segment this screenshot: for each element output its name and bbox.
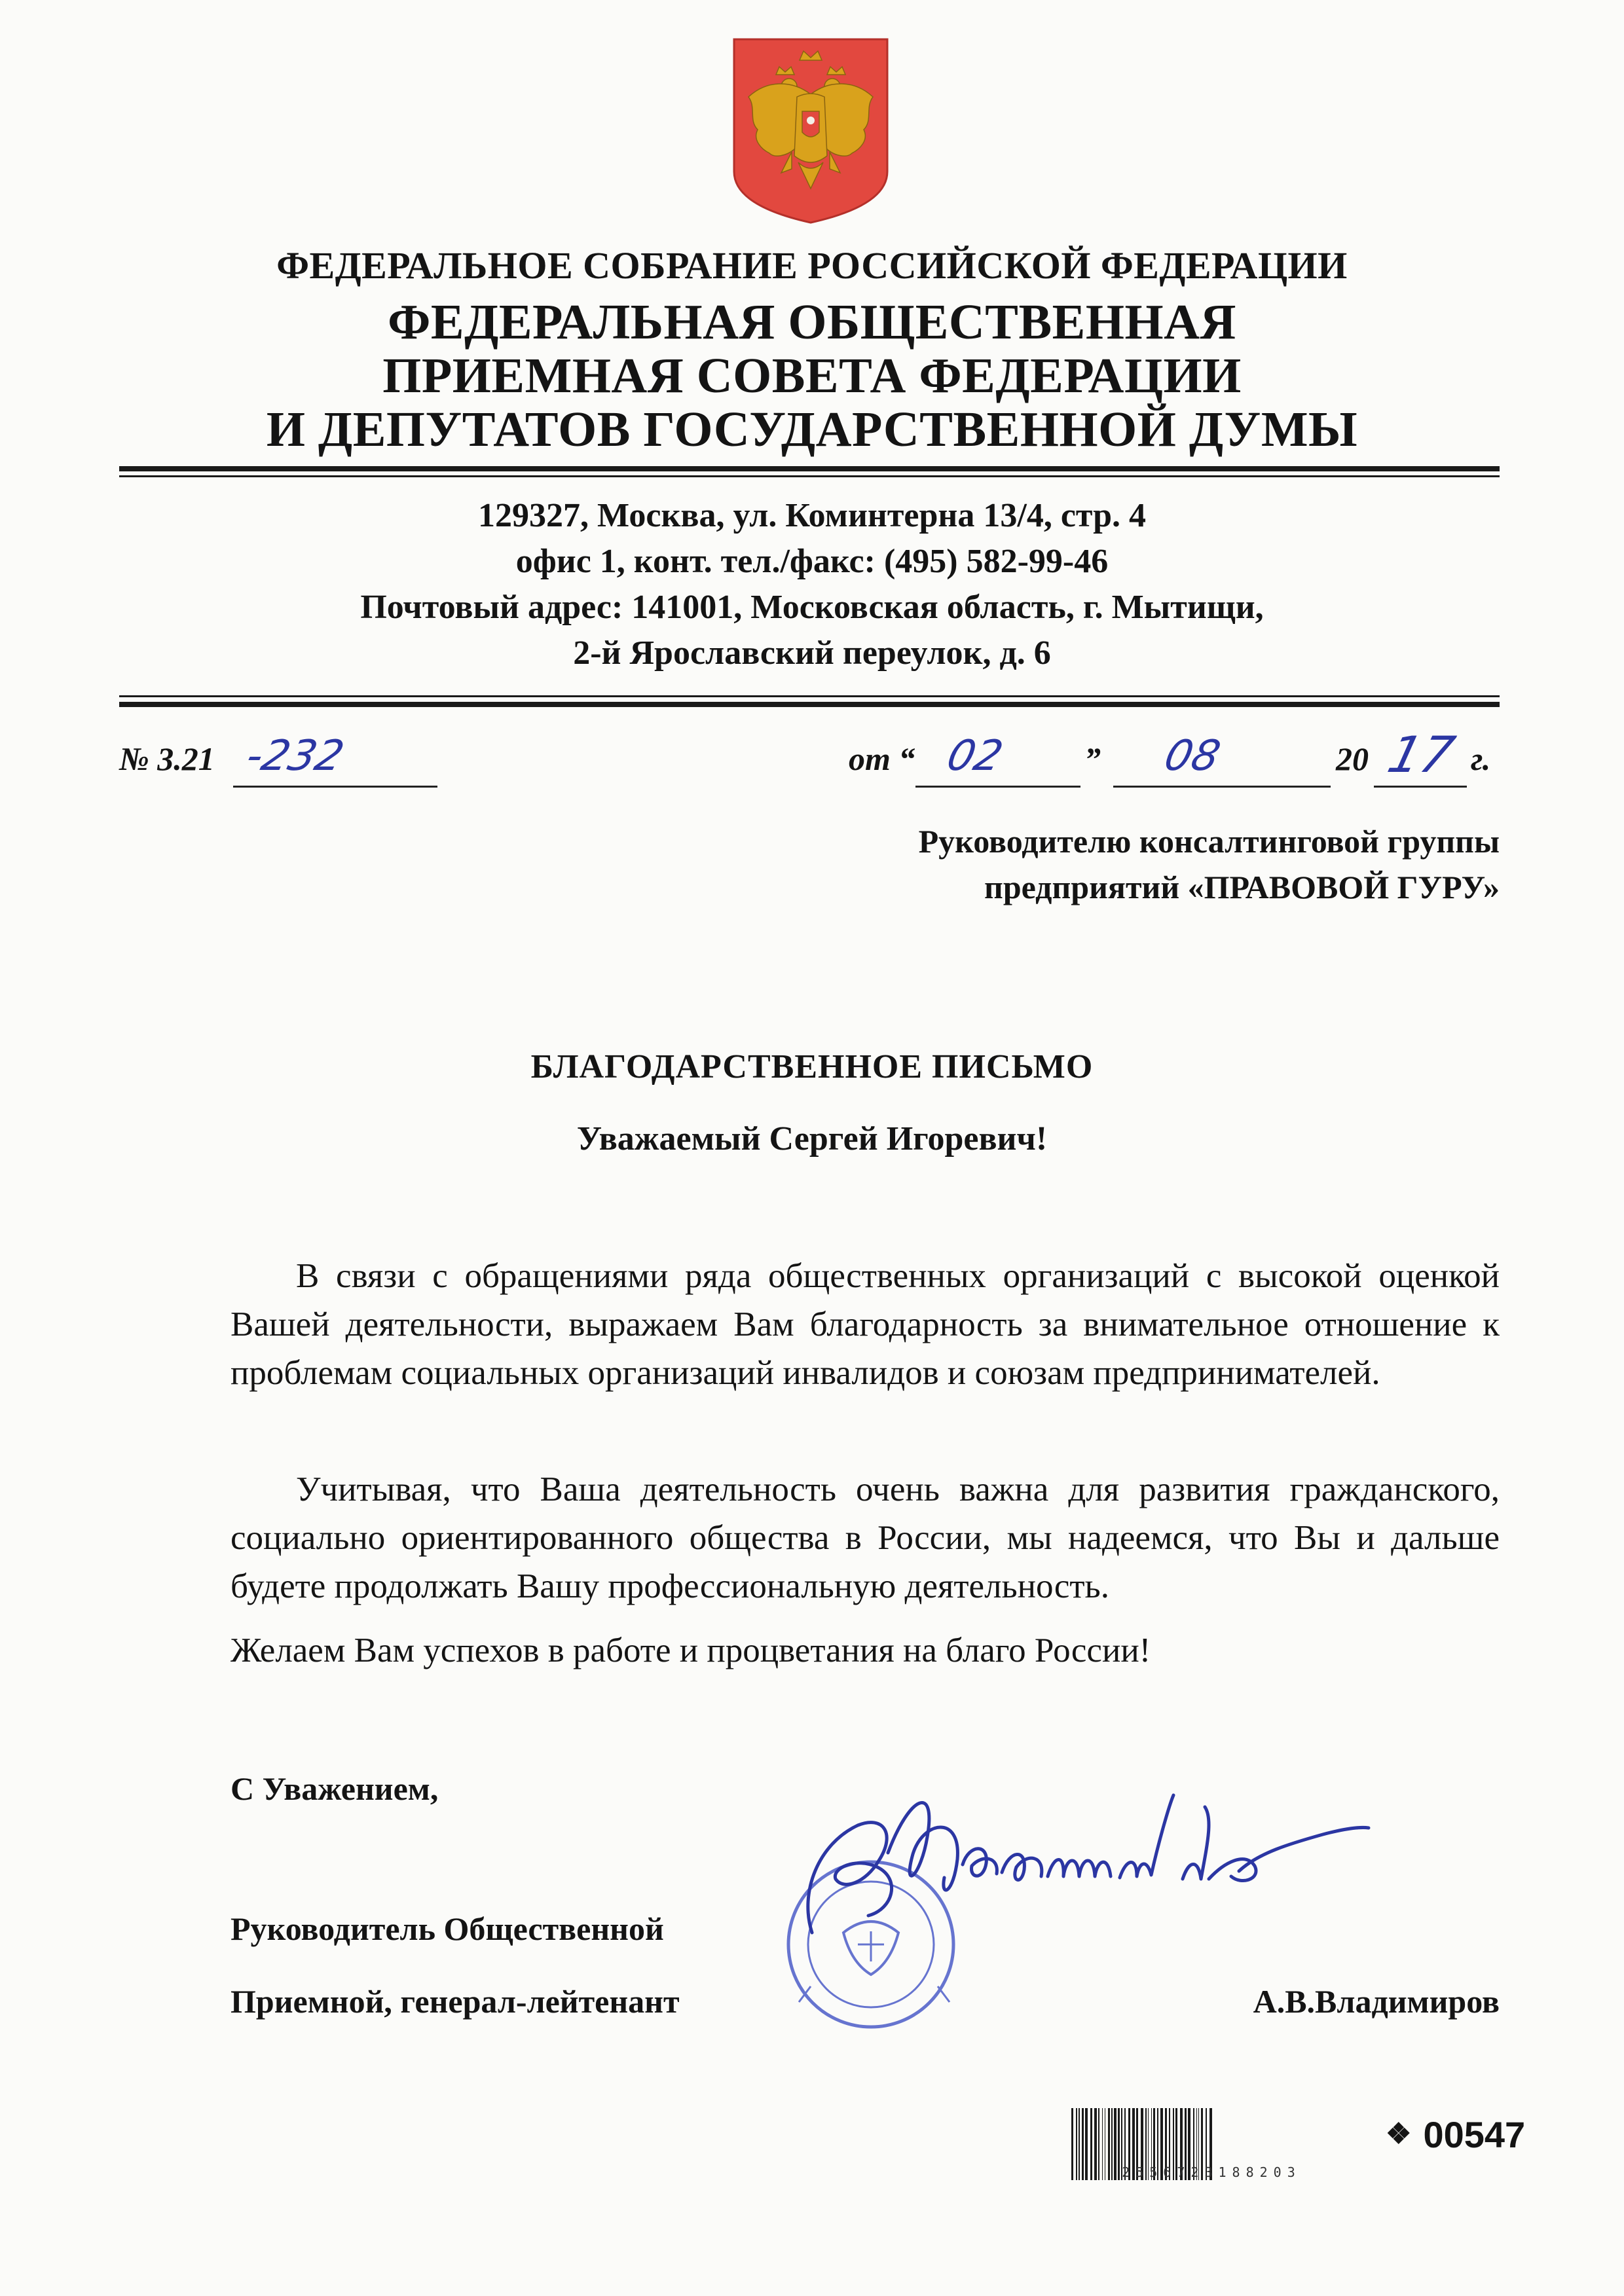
paragraph-2-text: Учитывая, что Ваша деятельность очень важна для развития гражданского, социально ориентированного общества в России, мы надеемся, что Вы и дальше будете продолжать Вашу профессиональную деятельность. (231, 1470, 1500, 1605)
date-prefix: от “ (849, 740, 915, 777)
header-divider (119, 466, 1500, 471)
organization-name-line-2: ПРИЕМНАЯ СОВЕТА ФЕДЕРАЦИИ (382, 348, 1242, 403)
diamond-ornament-icon: ❖ (1386, 2118, 1412, 2150)
date-quote-close: ” (1084, 740, 1101, 777)
header-divider-thin (119, 475, 1500, 477)
date-year-prefix: 20 (1336, 740, 1369, 777)
reference-number-handwritten: -232 (241, 732, 349, 780)
recipient-line-2: предприятий «ПРАВОВОЙ ГУРУ» (984, 869, 1500, 905)
letter-title: БЛАГОДАРСТВЕННОЕ ПИСЬМО (530, 1048, 1094, 1085)
serial-number: 00547 (1423, 2114, 1526, 2155)
address-line-2: офис 1, конт. тел./факс: (495) 582-99-46 (515, 543, 1109, 580)
federal-assembly-heading: ФЕДЕРАЛЬНОЕ СОБРАНИЕ РОССИЙСКОЙ ФЕДЕРАЦИИ (276, 244, 1348, 287)
address-divider-thin (119, 695, 1500, 697)
date-day-blank (915, 786, 1080, 788)
recipient-line-1: Руководителю консалтинговой группы (918, 823, 1500, 860)
salutation: Уважаемый Сергей Игоревич! (576, 1120, 1048, 1157)
address-line-1: 129327, Москва, ул. Коминтерна 13/4, стр. 4 (478, 497, 1146, 534)
date-year-handwritten: 17 (1382, 725, 1460, 784)
reference-number-prefix: № 3.21 (119, 740, 215, 777)
signer-position-line-1: Руководитель Общественной (231, 1910, 664, 1947)
document-serial (1386, 2113, 1525, 2156)
barcode-digits: 2556723188203 (1122, 2164, 1301, 2180)
date-year-blank (1374, 786, 1467, 788)
organization-name-line-1: ФЕДЕРАЛЬНАЯ ОБЩЕСТВЕННАЯ (388, 295, 1236, 350)
reference-number-blank (233, 786, 437, 788)
address-line-3: Почтовый адрес: 141001, Московская область, г. Мытищи, (360, 589, 1264, 626)
date-year-suffix: г. (1471, 740, 1491, 777)
date-day-handwritten: 02 (942, 732, 1008, 780)
coat-of-arms-emblem (729, 34, 893, 224)
body-paragraph-3 (231, 1626, 1500, 1675)
signer-position-line-2: Приемной, генерал-лейтенант (231, 1983, 680, 2020)
signer-name: А.В.Владимиров (1253, 1983, 1500, 2020)
organization-name-line-3: И ДЕПУТАТОВ ГОСУДАРСТВЕННОЙ ДУМЫ (266, 402, 1358, 457)
body-paragraph-2 (231, 1465, 1500, 1611)
body-paragraph-1 (231, 1252, 1500, 1397)
date-month-blank (1113, 786, 1331, 788)
paragraph-1-text: В связи с обращениями ряда общественных организаций с высокой оценкой Вашей деятельности, выражаем Вам благодарность за внимательное отношение к проблемам социальных организаций инвалидов и союзам предпринимателей. (231, 1257, 1500, 1392)
paragraph-3-text: Желаем Вам успехов в работе и процветания на благо России! (231, 1631, 1151, 1669)
date-month-handwritten: 08 (1159, 732, 1225, 780)
address-divider (119, 702, 1500, 707)
closing-regards: С Уважением, (231, 1770, 439, 1807)
address-line-4: 2-й Ярославский переулок, д. 6 (573, 634, 1051, 672)
handwritten-signature (773, 1781, 1375, 1990)
